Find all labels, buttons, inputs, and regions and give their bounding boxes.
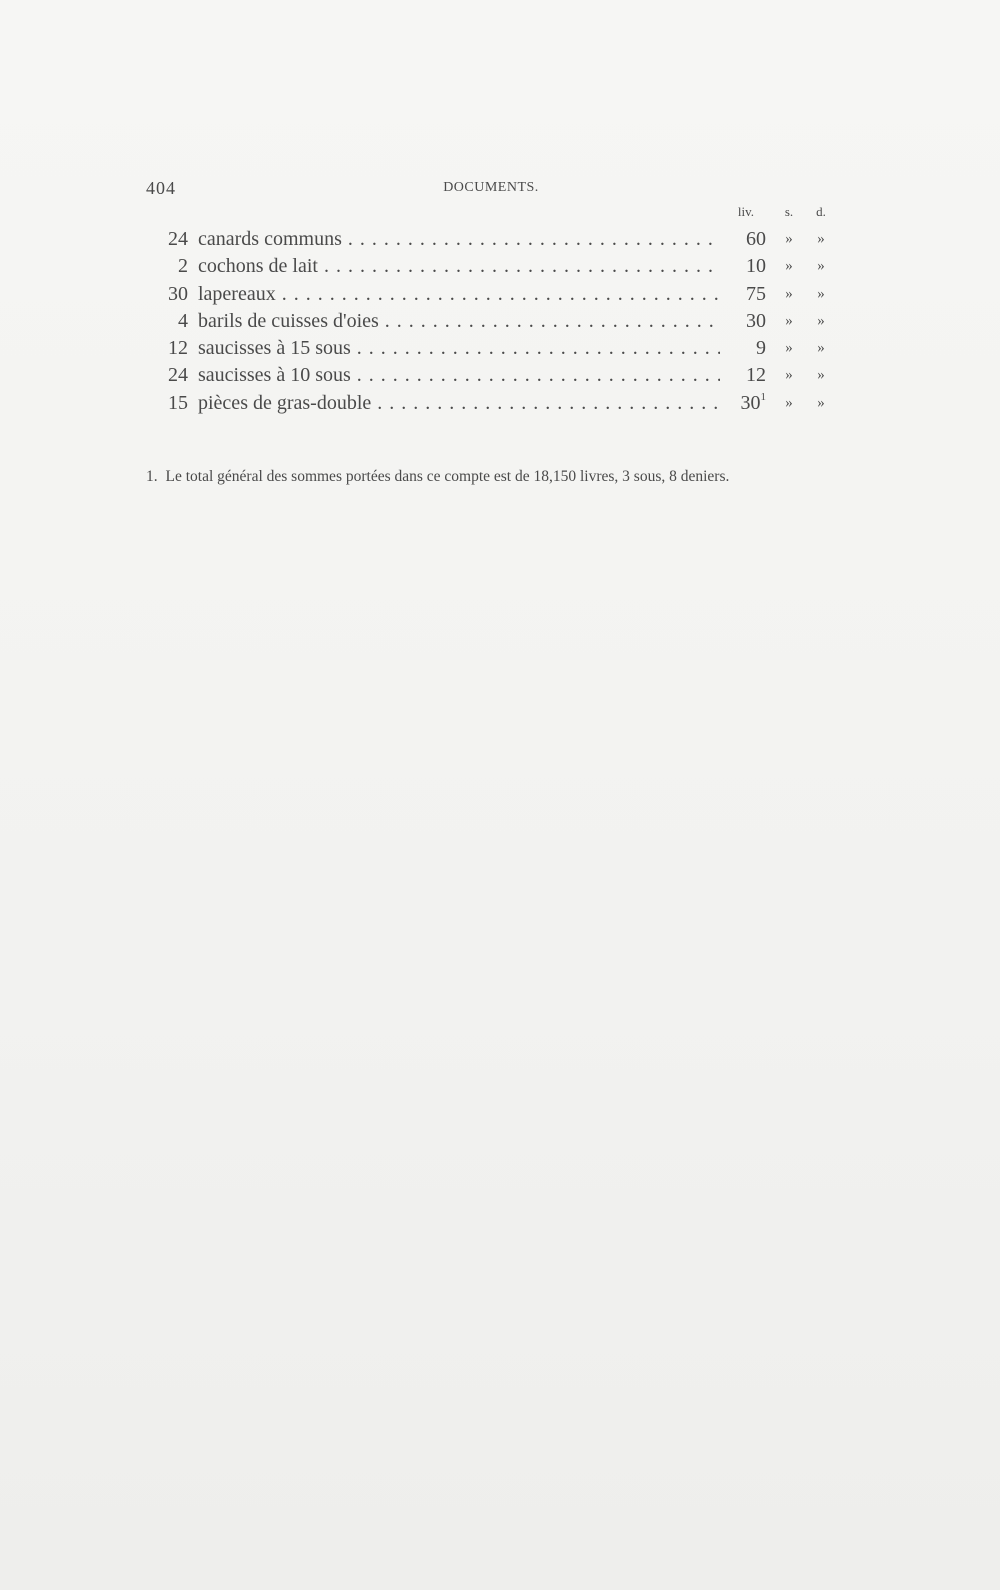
page-number: 404	[146, 178, 176, 198]
row-sous: »	[785, 312, 793, 329]
row-deniers: »	[817, 231, 825, 247]
row-label: cochons de lait . . .	[198, 253, 720, 280]
row-deniers: »	[817, 340, 825, 357]
row-sous: »	[785, 394, 793, 411]
row-deniers: »	[817, 285, 825, 302]
row-sous: »	[785, 340, 793, 357]
row-label: canards communs . . .	[198, 226, 720, 253]
row-livres: 9	[756, 337, 766, 360]
column-header-sous: s.	[784, 204, 794, 219]
row-livres: 75	[746, 282, 766, 305]
footnote-marker: 1	[760, 390, 766, 403]
column-headers	[146, 204, 836, 220]
table-row	[146, 362, 836, 389]
row-sous: »	[785, 367, 793, 384]
row-label: barils de cuisses d'oies . . .	[198, 308, 720, 335]
account-table	[146, 226, 836, 417]
row-livres: 30	[740, 391, 761, 414]
row-livres: 30	[746, 309, 766, 332]
row-quantity: 15	[168, 391, 188, 414]
row-livres: 12	[746, 364, 766, 387]
row-sous: »	[785, 258, 793, 275]
row-quantity: 24	[168, 364, 188, 387]
row-quantity: 4	[178, 309, 188, 332]
table-row	[146, 281, 836, 308]
footnote	[146, 466, 836, 488]
row-label: pièces de gras-double . . .	[198, 390, 720, 417]
running-title: DOCUMENTS.	[443, 180, 539, 195]
footnote-text: Le total général des sommes portées dans ce compte est de 18,150 livres, 3 sous, 8 deniers.	[165, 468, 730, 485]
row-livres-with-note	[706, 390, 766, 417]
row-livres: 10	[746, 255, 766, 278]
page-header	[146, 178, 836, 200]
row-label: lapereaux . . .	[198, 281, 720, 308]
row-deniers: »	[817, 312, 825, 329]
row-label: saucisses à 10 sous . . .	[198, 362, 720, 389]
row-deniers: »	[817, 258, 825, 275]
column-header-deniers: d.	[816, 204, 826, 219]
table-row	[146, 308, 836, 335]
row-deniers: »	[817, 394, 825, 411]
footnote-number: 1.	[146, 468, 158, 485]
row-sous: »	[785, 285, 793, 302]
row-livres: 60	[746, 228, 766, 250]
row-deniers: »	[817, 367, 825, 384]
row-quantity: 30	[168, 282, 188, 305]
table-row	[146, 253, 836, 280]
row-quantity: 2	[178, 255, 188, 278]
column-header-livres: liv.	[737, 204, 755, 219]
table-row	[146, 335, 836, 362]
row-quantity: 24	[168, 228, 188, 250]
table-row	[146, 226, 836, 253]
row-label: saucisses à 15 sous . . .	[198, 335, 720, 362]
row-sous: »	[785, 231, 793, 247]
row-quantity: 12	[168, 337, 188, 360]
table-row	[146, 390, 836, 417]
